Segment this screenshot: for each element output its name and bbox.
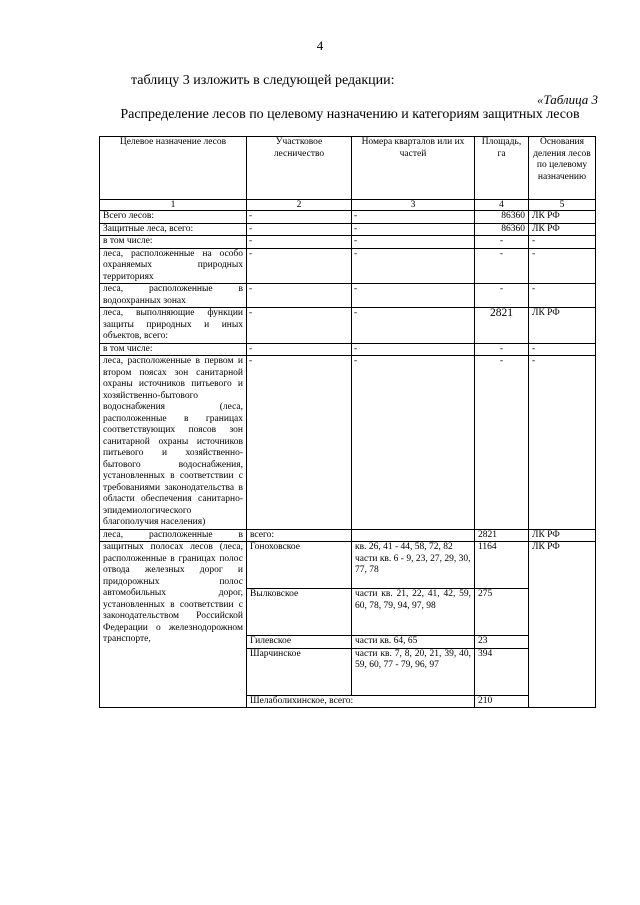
row-quarters: - [352,284,475,308]
row-quarters: части кв. 7, 8, 20, 21, 39, 40, 59, 60, 77 - 79, 96, 97 [352,648,475,695]
row-purpose: в том числе: [100,343,247,356]
row-basis: - [529,343,596,356]
row-area: 86360 [475,223,529,236]
row-area: 275 [475,589,529,636]
row-forestry: - [247,236,352,249]
header-row [100,137,596,200]
transport-total-basis: ЛК РФ [529,529,596,542]
header-area: Площадь, га [475,137,529,200]
row-forestry: Шарчинское [247,648,352,695]
row-area: - [475,343,529,356]
transport-total-label: всего: [247,529,352,542]
row-area: - [475,248,529,284]
col-number: 2 [247,200,352,211]
row-purpose: Всего лесов: [100,211,247,224]
header-basis: Основания деления лесов по целевому назначению [529,137,596,200]
header-forestry: Участковое лесничество [247,137,352,200]
row-area: - [475,236,529,249]
row-basis: - [529,248,596,284]
row-purpose: Защитные леса, всего: [100,223,247,236]
row-area: 210 [475,695,529,708]
column-number-row [100,200,596,211]
row-purpose: леса, расположенные в первом и втором поясах зон санитарной охраны источников питьевого и хозяйственно-бытового водоснабжения (леса, расположенные в границах соответствующих поясов зон санитарной охраны источников питьевого и хозяйственно-бытового водоснабжения, установленных в соответствии с требованиями законодательства в области обеспечения санитарно-эпидемиологического благополучия населения) [100,356,247,530]
row-forestry: - [247,248,352,284]
table-row [100,248,596,284]
row-area: 23 [475,636,529,649]
col-number: 5 [529,200,596,211]
row-forestry: - [247,343,352,356]
transport-total-area: 2821 [475,529,529,542]
quarters-text: части кв. 6 - 9, 23, 27, 29, 30, 77, 78 [355,553,471,575]
table-row [100,223,596,236]
page-number: 4 [316,38,324,53]
row-area: 1164 [475,542,529,589]
row-area: 394 [475,648,529,695]
row-area: 86360 [475,211,529,224]
table-heading: Распределение лесов по целевому назначению и категориям защитных лесов [120,107,580,122]
row-area: - [475,356,529,530]
row-basis: ЛК РФ [529,211,596,224]
row-basis: - [529,236,596,249]
row-quarters: - [352,356,475,530]
row-area: - [475,284,529,308]
transport-label-top: леса, расположенные в [100,529,247,542]
row-quarters: - [352,308,475,344]
table-row [100,211,596,224]
row-quarters: - [352,248,475,284]
header-purpose: Целевое назначение лесов [100,137,247,200]
row-quarters: части кв. 21, 22, 41, 42, 59, 60, 78, 79, 94, 97, 98 [352,589,475,636]
table-row [100,236,596,249]
row-forestry: - [247,356,352,530]
row-forestry: Гоноховское [247,542,352,589]
forest-distribution-table [99,136,596,708]
row-purpose: леса, расположенные в водоохранных зонах [100,284,247,308]
row-basis: - [529,356,596,530]
row-forestry: Вылковское [247,589,352,636]
header-quarters: Номера кварталов или их частей [352,137,475,200]
col-number: 1 [100,200,247,211]
intro-text: таблицу 3 изложить в следующей редакции: [131,73,395,88]
table-row [100,343,596,356]
transport-purpose-label: защитных полосах лесов (леса, расположенные в границах полос отвода железных дорог и придорожных полос автомобильных дорог, установленных в соответствии с законодательством Российской Федерации о железнодорожном транспорте, [100,542,247,708]
row-quarters: - [352,223,475,236]
row-purpose: в том числе: [100,236,247,249]
row-quarters: части кв. 64, 65 [352,636,475,649]
row-forestry: Шелаболихинское, всего: [247,695,475,708]
col-number: 3 [352,200,475,211]
table-row [100,356,596,530]
row-quarters: - [352,236,475,249]
row-forestry: - [247,308,352,344]
row-basis: ЛК РФ [529,223,596,236]
row-forestry: Гилевское [247,636,352,649]
row-forestry: - [247,284,352,308]
transport-total-row [100,529,596,542]
row-quarters: - [352,211,475,224]
row-forestry: - [247,223,352,236]
row-quarters [352,542,475,589]
quarters-text: кв. 26, 41 - 44, 58, 72, 82 [355,542,453,552]
transport-total-quarters [352,529,475,542]
table-reference: «Таблица 3 [536,92,598,107]
table-row [100,308,596,344]
row-basis: - [529,284,596,308]
row-area: 2821 [475,308,529,344]
row-quarters: - [352,343,475,356]
row-purpose: леса, выполняющие функции защиты природных и иных объектов, всего: [100,308,247,344]
row-purpose: леса, расположенные на особо охраняемых природных территориях [100,248,247,284]
table-row [100,542,596,589]
row-basis: ЛК РФ [529,308,596,344]
transport-basis: ЛК РФ [529,542,596,708]
table-row [100,284,596,308]
col-number: 4 [475,200,529,211]
row-forestry: - [247,211,352,224]
